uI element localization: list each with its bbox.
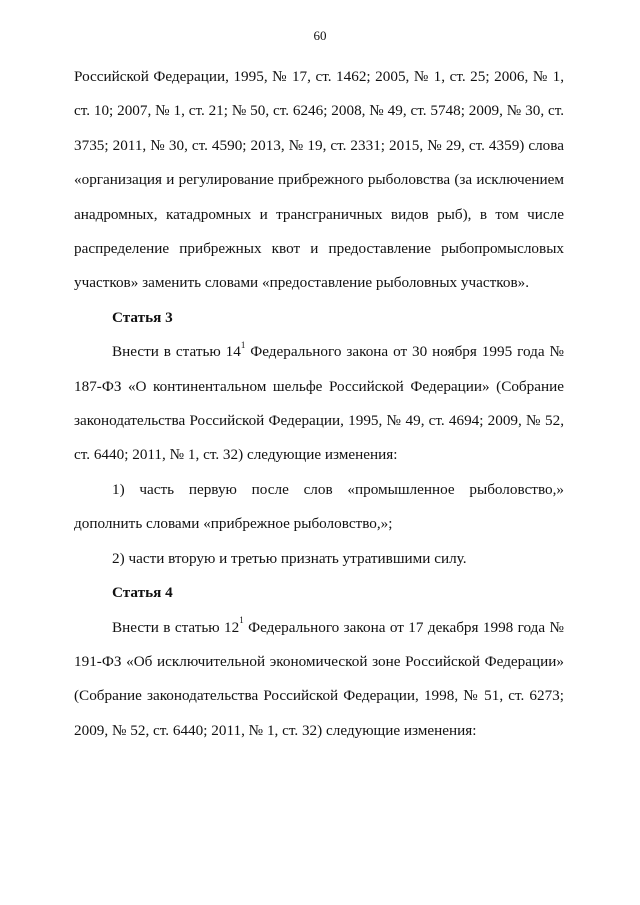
article-3-heading: Статья 3 <box>112 308 173 326</box>
article-4-superscript: 1 <box>239 615 244 626</box>
page-number: 60 <box>313 28 327 43</box>
article-3-intro-start: Внести в статью 14 <box>112 343 241 361</box>
article-3-item-1: 1) часть первую после слов «промышленное рыболовство,» дополнить словами «прибрежное рыболовство,»; <box>74 480 564 533</box>
article-3-intro <box>74 335 564 473</box>
article-4-intro-rest: Федерального закона от 17 декабря 1998 года № 191-ФЗ «Об исключительной экономической зоне Российской Федерации» (Собрание законодательства Российской Федерации, 1998, № 51, ст. 6273; 2009, № 52, ст. 6440; 2011, № 1, ст. 32) следующие изменения: <box>74 618 565 739</box>
article-3-superscript: 1 <box>240 340 246 351</box>
article-4-intro <box>74 611 564 749</box>
article-3-item-2: 2) части вторую и третью признать утратившими силу. <box>112 549 467 567</box>
article-4-heading: Статья 4 <box>112 584 173 602</box>
document-body <box>74 60 564 748</box>
article-3-intro-rest: Федерального закона от 30 ноября 1995 года № 187-ФЗ «О континентальном шельфе Российской Федерации» (Собрание законодательства Российской Федерации, 1995, № 49, ст. 4694; 2009, № 52, ст. 6440; 2011, № 1, ст. 32) следующие изменения: <box>74 343 564 464</box>
article-4-intro-start: Внести в статью 12 <box>112 618 240 636</box>
paragraph-continuation: Российской Федерации, 1995, № 17, ст. 1462; 2005, № 1, ст. 25; 2006, № 1, ст. 10; 2007, № 1, ст. 21; № 50, ст. 6246; 2008, № 49, ст. 5748; 2009, № 30, ст. 3735; 2011, № 30, ст. 4590; 2013, № 19, ст. 2331; 2015, № 29, ст. 4359) слова «организация и регулирование прибрежного рыболовства (за исключением анадромных, катадромных и трансграничных видов рыб), в том числе распределение прибрежных квот и предоставление рыбопромысловых участков» заменить словами «предоставление рыболовных участков». <box>74 68 564 292</box>
